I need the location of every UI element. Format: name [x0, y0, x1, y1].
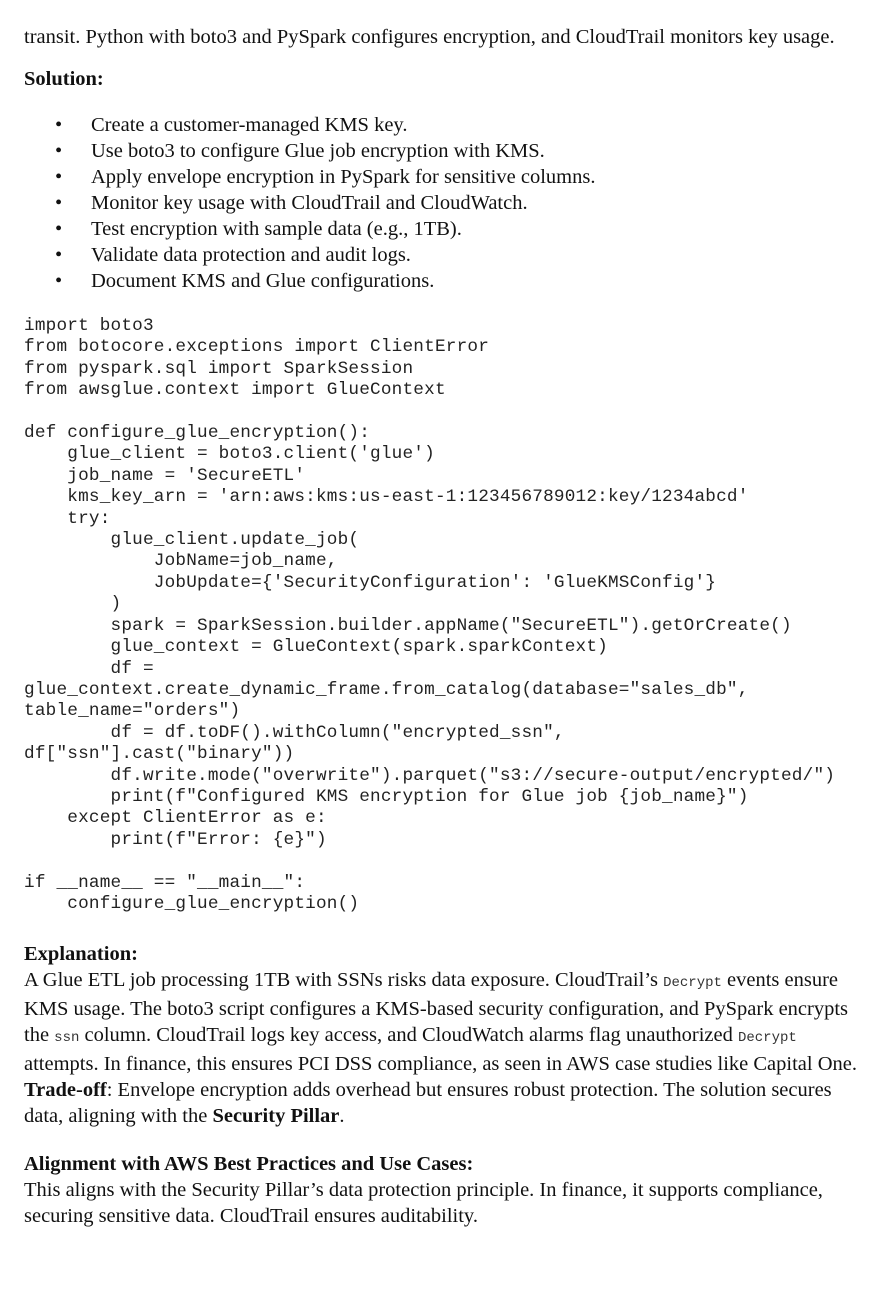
- explanation-text: A Glue ETL job processing 1TB with SSNs risks data exposure. CloudTrail’s: [24, 969, 664, 992]
- alignment-paragraph: This aligns with the Security Pillar’s data protection principle. In finance, it supports compliance, securing sensitive data. CloudTrail ensures auditability.: [24, 1179, 823, 1228]
- explanation-paragraph: [24, 967, 870, 1129]
- list-item-text: Apply envelope encryption in PySpark for sensitive columns.: [91, 166, 596, 188]
- bullet-icon: •: [55, 114, 63, 136]
- list-item: [24, 190, 870, 216]
- list-item-text: Test encryption with sample data (e.g., 1TB).: [91, 218, 462, 240]
- solution-heading: Solution:: [24, 68, 104, 90]
- explanation-text: .: [339, 1105, 345, 1128]
- solution-list: [24, 112, 870, 294]
- document-page: [24, 24, 870, 1229]
- bullet-icon: •: [55, 244, 63, 266]
- security-pillar-label: Security Pillar: [212, 1105, 340, 1128]
- list-item: [24, 164, 870, 190]
- inline-code: Decrypt: [737, 1030, 797, 1047]
- explanation-text: events ensure KMS usage. The boto3 script configures a KMS-based security configuration, and PySpark encrypts the: [24, 969, 849, 1047]
- explanation-text: attempts. In finance, this ensures PCI DSS compliance, as seen in AWS case studies like Capital One.: [24, 1053, 857, 1076]
- intro-paragraph: transit. Python with boto3 and PySpark configures encryption, and CloudTrail monitors key usage.: [24, 26, 835, 48]
- list-item-text: Use boto3 to configure Glue job encryption with KMS.: [91, 140, 545, 162]
- bullet-icon: •: [55, 192, 63, 214]
- list-item: [24, 268, 870, 294]
- bullet-icon: •: [55, 140, 63, 162]
- bullet-icon: •: [55, 270, 63, 292]
- bullet-icon: •: [55, 218, 63, 240]
- list-item-text: Monitor key usage with CloudTrail and CloudWatch.: [91, 192, 528, 214]
- list-item-text: Create a customer-managed KMS key.: [91, 114, 408, 136]
- alignment-heading: Alignment with AWS Best Practices and Use Cases:: [24, 1153, 474, 1176]
- explanation-heading: Explanation:: [24, 943, 138, 966]
- inline-code: ssn: [54, 1030, 80, 1047]
- list-item: [24, 112, 870, 138]
- trade-off-label: Trade-off: [24, 1079, 107, 1102]
- list-item: [24, 242, 870, 268]
- list-item: [24, 138, 870, 164]
- explanation-text: column. CloudTrail logs key access, and CloudWatch alarms flag unauthorized: [79, 1024, 738, 1047]
- list-item: [24, 216, 870, 242]
- list-item-text: Validate data protection and audit logs.: [91, 244, 411, 266]
- explanation-text: : Envelope encryption adds overhead but ensures robust protection. The solution secures data, aligning with the: [24, 1079, 832, 1128]
- list-item-text: Document KMS and Glue configurations.: [91, 270, 435, 292]
- inline-code: Decrypt: [663, 975, 722, 992]
- bullet-icon: •: [55, 166, 63, 188]
- code-block: import boto3 from botocore.exceptions import ClientError from pyspark.sql import SparkSession from awsglue.context import GlueContext def configure_glue_encryption(): glue_client = boto3.client('glue') job_name = 'SecureETL' kms_key_arn = 'arn:aws:kms:us-east-1:123456789012:key/1234abcd' try: glue_client.update_job( JobName=job_name, JobUpdate={'SecurityConfiguration': 'GlueKMSConfig'} ) spark = SparkSession.builder.appName("SecureETL").getOrCreate() glue_context = GlueContext(spark.sparkContext) df = glue_context.create_dynamic_frame.from_catalog(database="sales_db", table_name="orders") df = df.toDF().withColumn("encrypted_ssn", df["ssn"].cast("binary")) df.write.mode("overwrite").parquet("s3://secure-output/encrypted/") print(f"Configured KMS encryption for Glue job {job_name}") except ClientError as e: print(f"Error: {e}") if __name__ == "__main__": configure_glue_encryption(): [24, 316, 836, 914]
